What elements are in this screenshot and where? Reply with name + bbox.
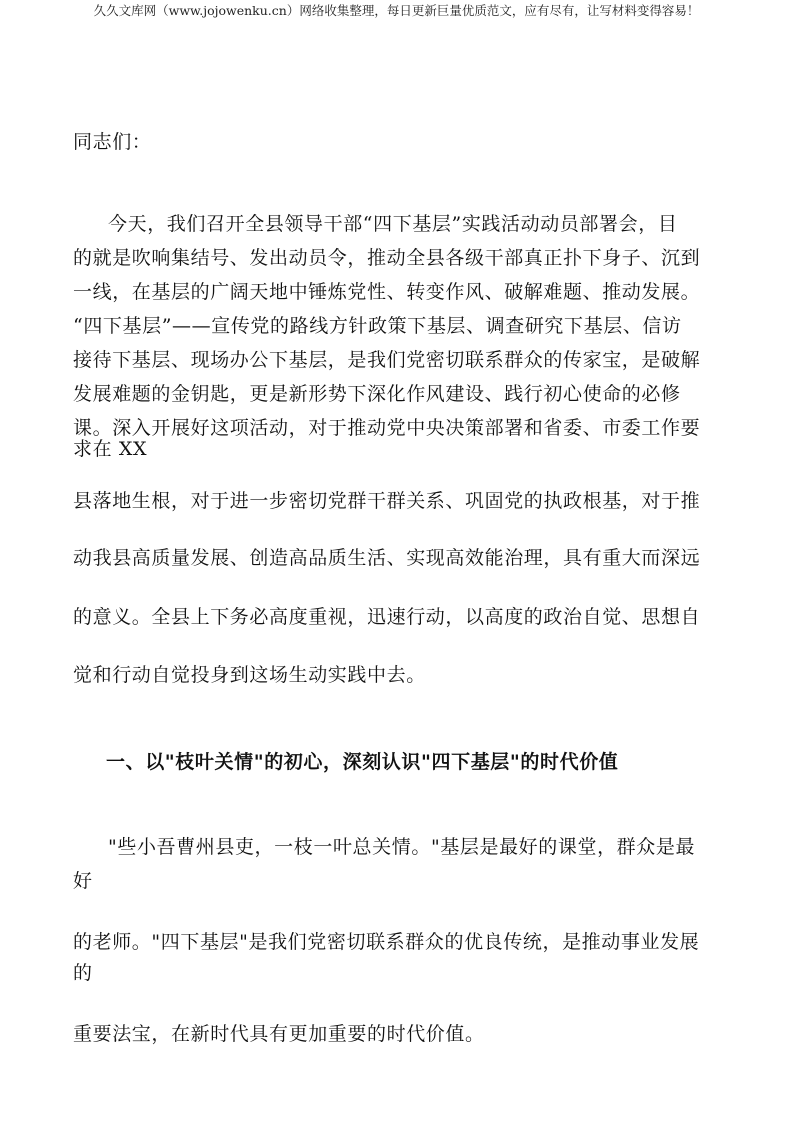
paragraph-line: 今天，我们召开全县领导干部“四下基层”实践活动动员部署会，目: [108, 213, 678, 235]
paragraph-line: 县落地生根，对于进一步密切党群干群关系、巩固党的执政根基，对于推: [73, 490, 701, 512]
paragraph-line: 的: [73, 962, 93, 984]
paragraph-line: 的老师。"四下基层"是我们党密切联系群众的优良传统，是推动事业发展: [73, 931, 700, 953]
paragraph-line: 的意义。全县上下务必高度重视，迅速行动，以高度的政治自觉、思想自: [73, 606, 701, 628]
paragraph-line: 好: [73, 870, 93, 892]
paragraph-line: "些小吾曹州县吏，一枝一叶总关情。"基层是最好的课堂，群众是最: [108, 836, 696, 858]
paragraph-line: 接待下基层、现场办公下基层，是我们党密切联系群众的传家宝，是破解: [73, 349, 701, 371]
page-header: 久久文库网（www.jojowenku.cn）网络收集整理，每日更新巨量优质范文，应有尽有，让写材料变得容易！: [93, 3, 700, 18]
paragraph-line: 重要法宝，在新时代具有更加重要的时代价值。: [73, 1023, 485, 1045]
paragraph-line: 一线，在基层的广阔天地中锤炼党性、转变作风、破解难题、推动发展。: [73, 281, 701, 303]
salutation: 同志们：: [73, 131, 152, 153]
paragraph-line: 的就是吹响集结号、发出动员令，推动全县各级干部真正扑下身子、沉到: [73, 247, 701, 269]
paragraph-line: 动我县高质量发展、创造高品质生活、实现高效能治理，具有重大而深远: [73, 547, 701, 569]
paragraph-line: 课。深入开展好这项活动，对于推动党中央决策部署和省委、市委工作要: [73, 417, 701, 439]
paragraph-line: 觉和行动自觉投身到这场生动实践中去。: [73, 664, 426, 686]
paragraph-line: “四下基层”——宣传党的路线方针政策下基层、调查研究下基层、信访: [73, 315, 682, 337]
paragraph-line: 求在 XX: [73, 438, 148, 460]
paragraph-line: 发展难题的金钥匙，更是新形势下深化作风建设、践行初心使命的必修: [73, 383, 681, 405]
section-heading: 一、以"枝叶关情"的初心，深刻认识"四下基层"的时代价值: [106, 751, 619, 773]
